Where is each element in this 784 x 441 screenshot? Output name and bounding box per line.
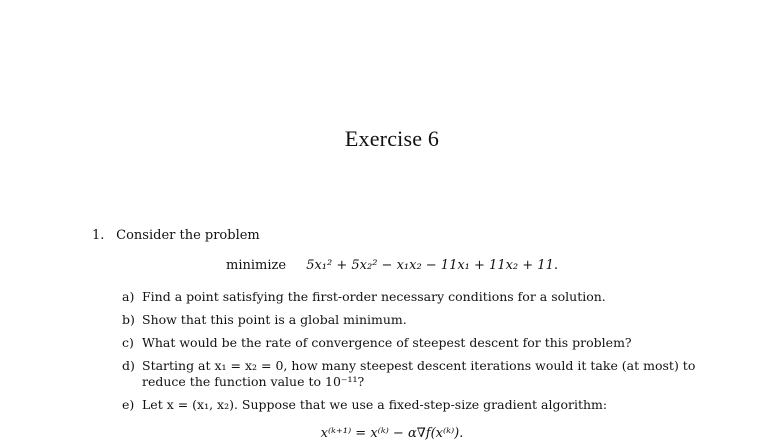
subquestion-e <box>122 397 722 413</box>
subquestion-list <box>122 289 722 420</box>
problem-intro <box>92 228 260 243</box>
update-formula <box>0 426 784 441</box>
subquestion-a <box>122 289 722 305</box>
subquestion-d <box>122 358 722 390</box>
subquestion-text: Show that this point is a global minimum. <box>142 312 407 327</box>
subquestion-text: What would be the rate of convergence of steepest descent for this problem? <box>142 335 632 350</box>
subquestion-text: Let x = (x₁, x₂). Suppose that we use a fixed-step-size gradient algorithm: <box>142 397 608 412</box>
subquestion-text: Find a point satisfying the first-order necessary conditions for a solution. <box>142 289 606 304</box>
exercise-title: Exercise 6 <box>344 126 440 151</box>
objective-expression: 5x₁² + 5x₂² − x₁x₂ − 11x₁ + 11x₂ + 11. <box>306 258 558 273</box>
subquestion-c <box>122 335 722 351</box>
update-formula-text: x⁽ᵏ⁺¹⁾ = x⁽ᵏ⁾ − α∇f(x⁽ᵏ⁾). <box>320 426 464 441</box>
subquestion-label: d) <box>122 358 135 373</box>
problem-number: 1. <box>92 228 105 243</box>
objective-word: minimize <box>226 258 287 273</box>
subquestion-text: Starting at x₁ = x₂ = 0, how many steepest descent iterations would it take (at most) to reduce the function value to 10⁻¹¹? <box>142 358 696 389</box>
subquestion-label: e) <box>122 397 135 412</box>
subquestion-b <box>122 312 722 328</box>
subquestion-label: c) <box>122 335 134 350</box>
subquestion-label: a) <box>122 289 135 304</box>
objective-row <box>0 258 784 273</box>
problem-intro-text: Consider the problem <box>116 228 260 243</box>
subquestion-label: b) <box>122 312 135 327</box>
